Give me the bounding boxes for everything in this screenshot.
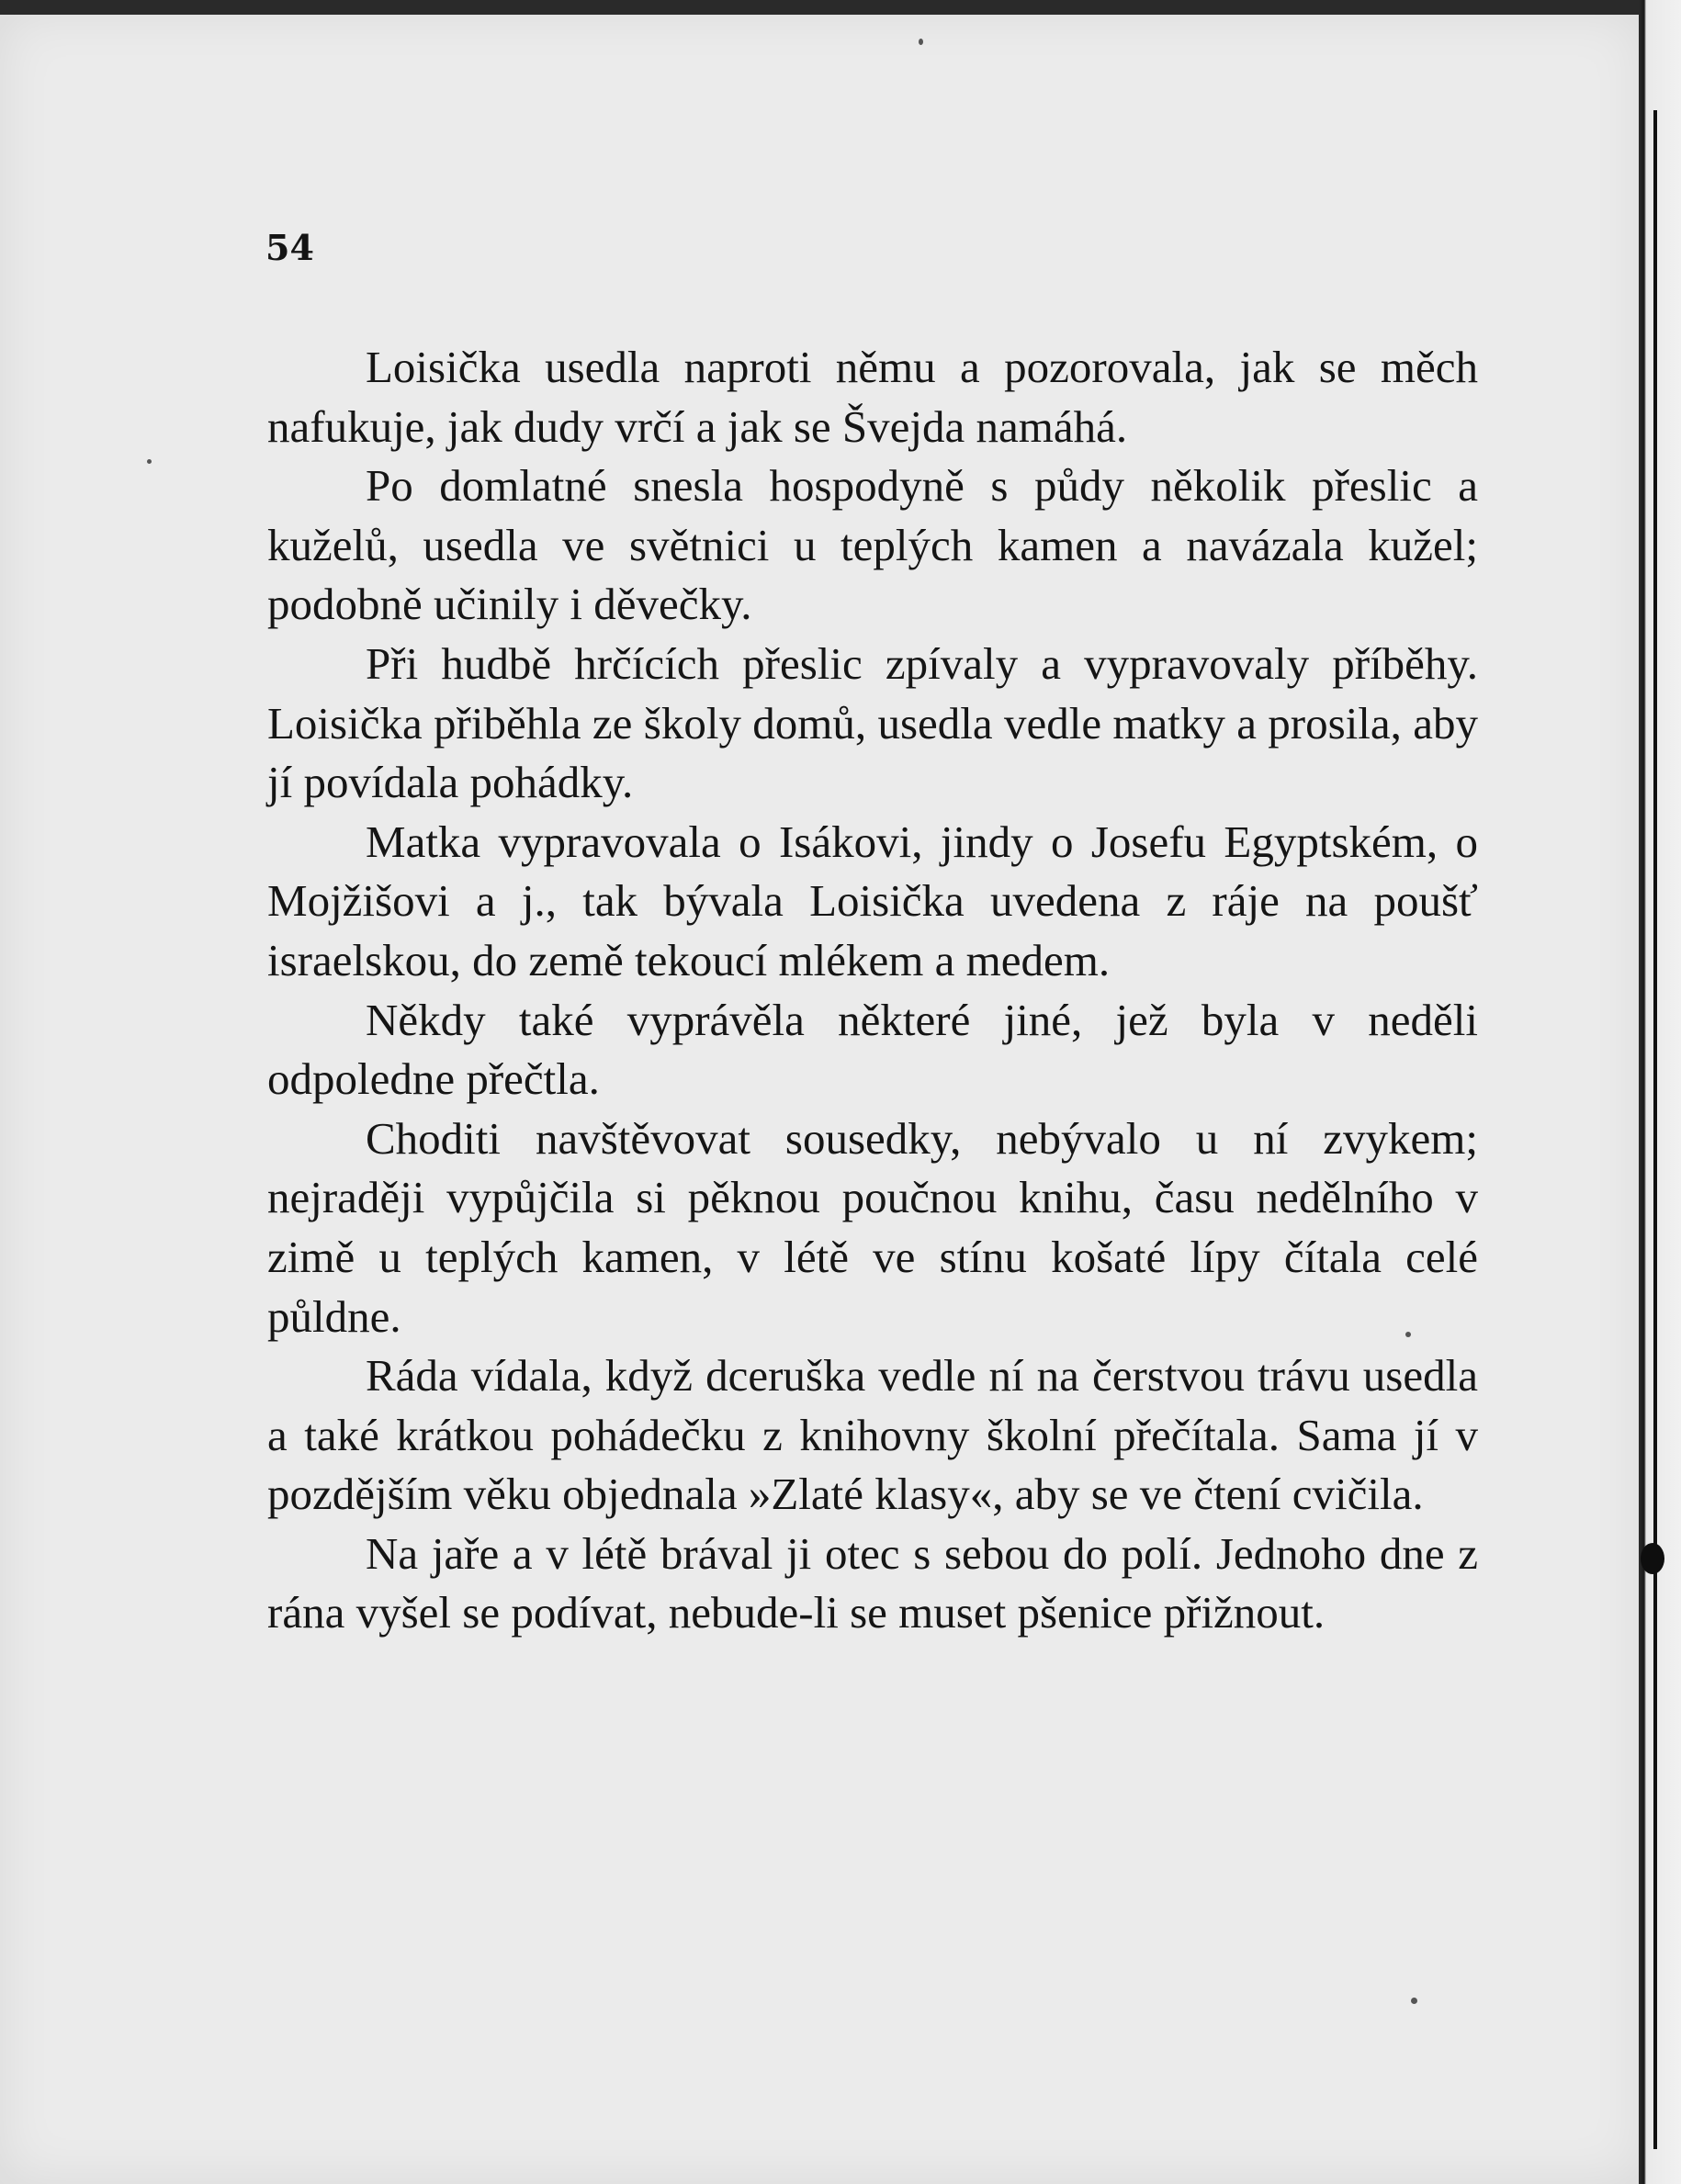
paragraph: Ráda vídala, když dceruška vedle ní na čerstvou trávu usedla a také krátkou pohádečku z knihovny školní přečítala. Sama jí v pozdějším věku objednala »Zlaté klasy«, aby se ve čtení cvičila.: [267, 1350, 1478, 1520]
paragraph: Na jaře a v létě brával ji otec s sebou do polí. Jednoho dne z rána vyšel se podívat, nebude-li se muset pšenice přižnout.: [267, 1527, 1478, 1638]
paragraph: Někdy také vyprávěla některé jiné, jež byla v neděli odpoledne přečtla.: [267, 994, 1478, 1105]
body-text: [267, 338, 1478, 1643]
dust-speck: [147, 459, 152, 464]
paragraph: Při hudbě hrčících přeslic zpívaly a vypravovaly příběhy. Loisička přiběhla ze školy domů, usedla vedle matky a prosila, aby jí povídala pohádky.: [267, 637, 1478, 808]
dust-speck: [919, 39, 923, 45]
binding-line: [1653, 110, 1657, 2149]
page-number: 54: [265, 227, 314, 268]
scan-right-edge: [1639, 0, 1681, 2184]
paragraph: Matka vypravovala o Isákovi, jindy o Josefu Egyptském, o Mojžišovi a j., tak bývala Loisička uvedena z ráje na poušť israelskou, do země tekoucí mlékem a medem.: [267, 816, 1478, 985]
paragraph: Choditi navštěvovat sousedky, nebývalo u ní zvykem; nejraději vypůjčila si pěknou poučnou knihu, času nedělního v zimě u teplých kamen, v létě ve stínu košaté lípy čítala celé půldne.: [267, 1112, 1478, 1342]
paragraph: Po domlatné snesla hospodyně s půdy několik přeslic a kuželů, usedla ve světnici u teplých kamen a navázala kužel; podobně učinily i děvečky.: [267, 460, 1478, 630]
ink-blot: [1641, 1543, 1664, 1574]
paragraph: Loisička usedla naproti němu a pozorovala, jak se měch nafukuje, jak dudy vrčí a jak se Švejda namáhá.: [267, 342, 1478, 452]
dust-speck: [1411, 1998, 1417, 2004]
scan-top-edge: [0, 0, 1681, 15]
